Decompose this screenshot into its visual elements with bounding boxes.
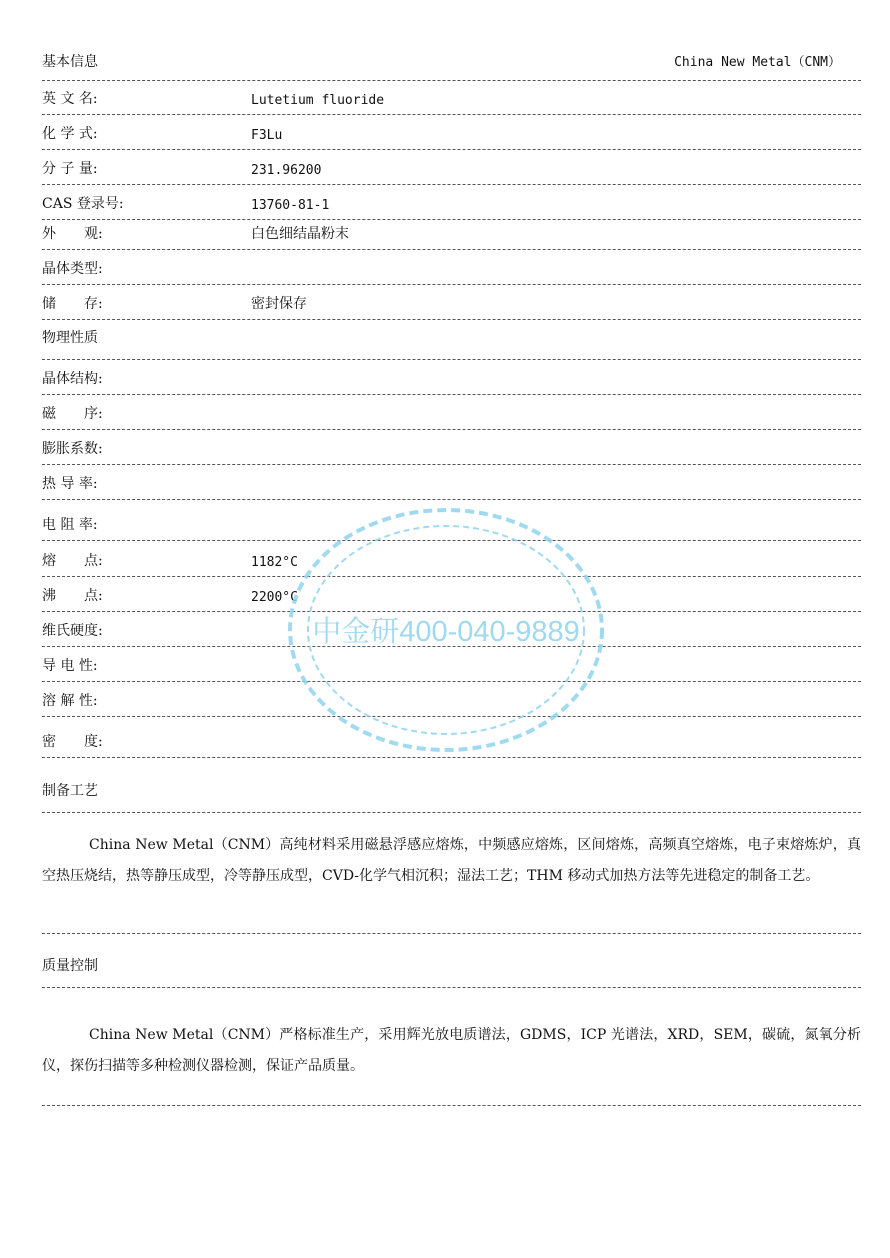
row-storage <box>42 285 861 320</box>
row-conductivity <box>42 647 861 682</box>
row-label: 溶 解 性: <box>42 693 98 709</box>
row-label: 外 观: <box>42 226 103 242</box>
section-title: 质量控制 <box>42 958 98 974</box>
row-cas-number <box>42 185 861 220</box>
row-chemical-formula <box>42 115 861 150</box>
preparation-paragraph-block <box>42 813 861 934</box>
row-appearance <box>42 220 861 250</box>
row-label: 膨胀系数: <box>42 441 103 457</box>
row-english-name <box>42 81 861 115</box>
section-physical-properties <box>42 320 861 360</box>
row-label: 熔 点: <box>42 553 103 569</box>
row-label: 导 电 性: <box>42 658 98 674</box>
quality-paragraph: China New Metal（CNM）严格标准生产，采用辉光放电质谱法，GDMS，ICP 光谱法，XRD，SEM，碳硫，氮氧分析仪，探伤扫描等多种检测仪器检测，保证产品质量。 <box>42 1027 861 1074</box>
section-title-basic-info: 基本信息 <box>42 54 98 70</box>
row-value: 2200°C <box>251 590 298 605</box>
row-label: 热 导 率: <box>42 476 98 492</box>
row-label: CAS 登录号: <box>42 196 124 212</box>
row-value: 13760-81-1 <box>251 198 330 213</box>
brand-name: China New Metal（CNM） <box>674 55 841 70</box>
section-title: 物理性质 <box>42 330 98 346</box>
preparation-paragraph: China New Metal（CNM）高纯材料采用磁悬浮感应熔炼，中频感应熔炼，区间熔炼，高频真空熔炼，电子束熔炼炉，真空热压烧结，热等静压成型，冷等静压成型，CVD-化学气相沉积；湿法工艺；THM 移动式加热方法等先进稳定的制备工艺。 <box>42 837 861 884</box>
row-vickers-hardness <box>42 612 861 647</box>
info-table <box>42 81 861 1106</box>
row-resistivity <box>42 500 861 541</box>
quality-paragraph-block <box>42 988 861 1106</box>
row-molecular-weight <box>42 150 861 185</box>
row-melting-point <box>42 541 861 577</box>
row-value: 231.96200 <box>251 163 322 178</box>
section-preparation <box>42 758 861 813</box>
row-label: 英 文 名: <box>42 91 98 107</box>
row-label: 磁 序: <box>42 406 103 422</box>
row-expansion-coefficient <box>42 430 861 465</box>
row-label: 晶体结构: <box>42 371 103 387</box>
section-title: 制备工艺 <box>42 783 98 799</box>
row-label: 维氏硬度: <box>42 623 103 639</box>
row-label: 电 阻 率: <box>42 517 98 533</box>
row-label: 分 子 量: <box>42 161 98 177</box>
row-crystal-type <box>42 250 861 285</box>
section-quality-control <box>42 934 861 988</box>
row-value: Lutetium fluoride <box>251 93 385 108</box>
row-value: 1182°C <box>251 555 298 570</box>
row-label: 储 存: <box>42 296 103 312</box>
row-density <box>42 717 861 758</box>
row-label: 密 度: <box>42 734 103 750</box>
row-value: 白色细结晶粉末 <box>251 226 349 242</box>
row-value: F3Lu <box>251 128 283 143</box>
page-header <box>42 46 861 81</box>
row-boiling-point <box>42 577 861 612</box>
row-value: 密封保存 <box>251 296 307 312</box>
row-crystal-structure <box>42 360 861 395</box>
row-thermal-conductivity <box>42 465 861 500</box>
row-magnetic-order <box>42 395 861 430</box>
row-solubility <box>42 682 861 717</box>
watermark-text: 中金研400-040-9889 <box>312 616 580 648</box>
row-label: 晶体类型: <box>42 261 103 277</box>
row-label: 沸 点: <box>42 588 103 604</box>
row-label: 化 学 式: <box>42 126 98 142</box>
